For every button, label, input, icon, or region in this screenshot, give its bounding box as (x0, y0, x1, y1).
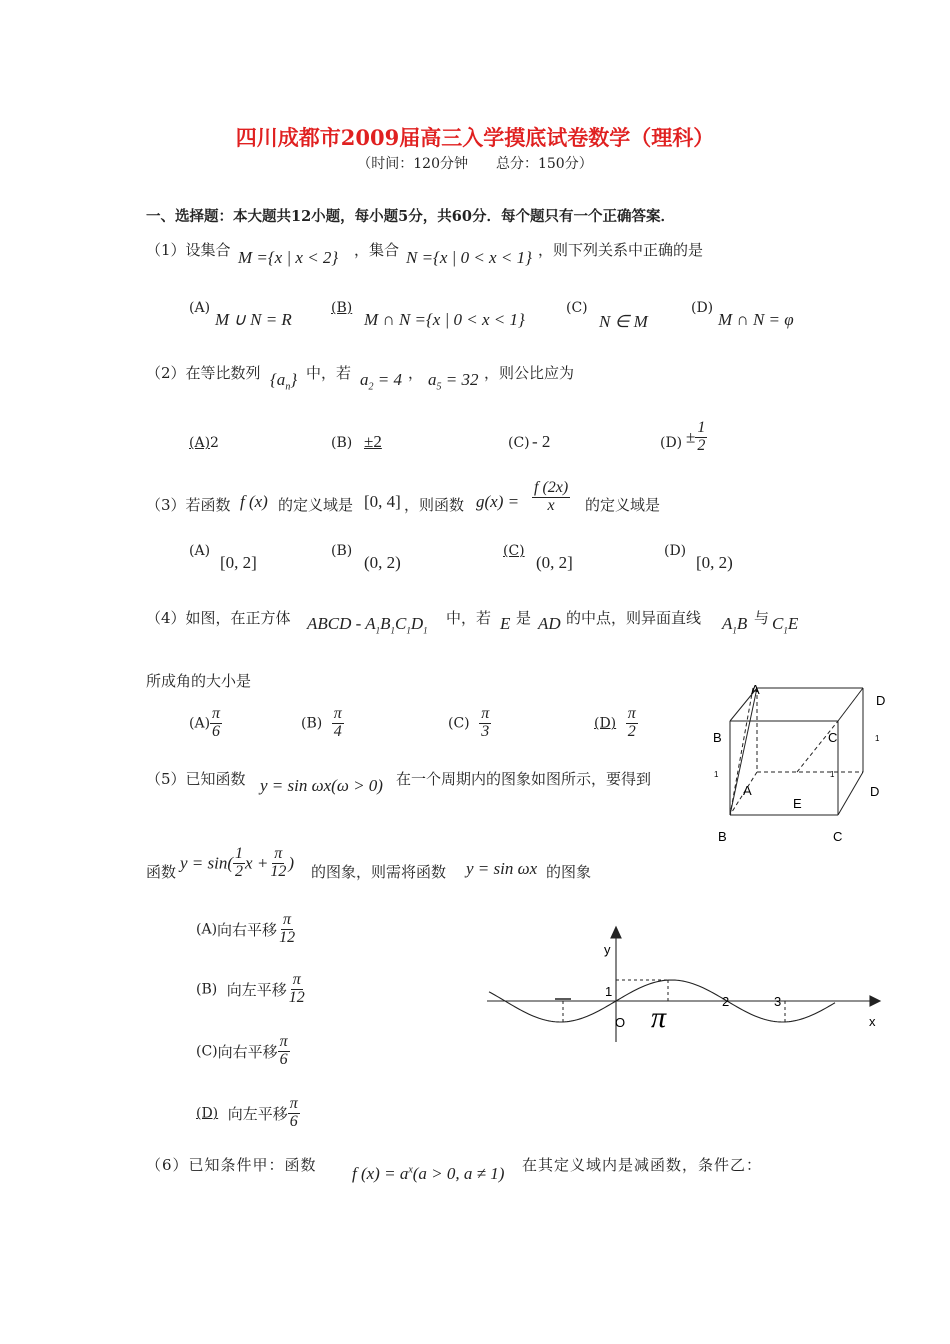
q3-mid1: 的定义域是 (278, 496, 354, 514)
q4-line2: 所成角的大小是 (146, 672, 252, 690)
label-tick-2: 2 (722, 994, 730, 1009)
q2-comma: ， (408, 364, 424, 382)
q4-a1b: $A_1B$ (722, 614, 748, 636)
label-tick-3: 3 (774, 994, 782, 1009)
q2-sequence: $\{a_n\}$ (270, 370, 298, 393)
q5-option-c: (C)向右平移 $\frac{\pi}{6}$ (196, 1033, 288, 1068)
q5-tail: 在一个周期内的图象如图所示，要得到 (396, 770, 652, 788)
q2-option-b: ±2 (364, 432, 382, 451)
label-y: y (604, 942, 611, 957)
q1-option-a: M ∪ N = R (215, 310, 292, 329)
q4-mid3: 的中点，则异面直线 (566, 609, 702, 627)
section-heading: 一、选择题：本大题共12小题，每小题5分，共60分．每个题只有一个正确答案． (146, 208, 675, 225)
q1-mid: ，集合 (354, 241, 400, 259)
q2-option-a: (A)2 (189, 435, 219, 451)
q2-option-d-label: (D) (660, 435, 683, 451)
label-a1: A (751, 682, 760, 697)
q1-option-c: N ∈ M (599, 312, 648, 331)
q4-c1e: $C_1E$ (772, 614, 799, 636)
q4-option-c: (C) $\frac{\pi}{3}$ (448, 705, 490, 740)
q4-cube: ABCD - $A_1B_1C_1D_1$ (307, 614, 428, 636)
label-c1: C (828, 730, 838, 745)
q2-tail: ，则公比应为 (484, 364, 575, 382)
label-one: 1 (605, 984, 613, 999)
q2-lead: （2）在等比数列 (146, 364, 261, 382)
label-b1-sub: 1 (714, 770, 719, 779)
q2-option-c-label: (C) (508, 435, 530, 451)
q3-option-a: [0, 2] (220, 553, 257, 572)
q2-option-d: ± $\frac{1}{2}$ (686, 419, 706, 454)
q1-option-b-label: (B) (331, 300, 353, 316)
label-d1-sub: 1 (875, 734, 880, 743)
label-c1-sub: 1 (830, 770, 835, 779)
q1-lead: （1）设集合 (146, 241, 231, 259)
q6-tail: 在其定义域内是减函数，条件乙： (522, 1156, 763, 1174)
q4-mid2: 是 (516, 609, 532, 627)
q2-option-b-label: (B) (331, 435, 353, 451)
q1-tail: ，则下列关系中正确的是 (538, 241, 704, 259)
x-axis-arrow (870, 996, 880, 1006)
q5-option-a: (A)向右平移 $\frac{\pi}{12}$ (196, 911, 296, 946)
label-origin: O (615, 1015, 626, 1030)
q4-lead: （4）如图，在正方体 (146, 609, 291, 627)
q1-set-n: N ={x | 0 < x < 1} (406, 248, 532, 267)
q5-lead: （5）已知函数 (146, 770, 246, 788)
page-title: 四川成都市2009届高三入学摸底试卷数学（理科） (235, 125, 715, 150)
q6-function: f $(x) = a^x(a > 0$, a ≠ 1) (352, 1164, 505, 1183)
q3-domain: [0, 4] (364, 492, 401, 511)
q3-gx: g(x) = (476, 492, 520, 511)
label-c: C (833, 829, 843, 844)
q2-option-c: - 2 (532, 432, 551, 451)
q3-option-a-label: (A) (189, 543, 211, 559)
q5-line2-tail: 的图象 (546, 863, 592, 881)
q2-a2: $a_2 = 4$ (360, 370, 402, 393)
q5-target-function: y = sin( $\frac{1}{2}$ x + $\frac{\pi}{12}$ ) (180, 845, 294, 880)
q1-option-d-label: (D) (691, 300, 714, 316)
q5-option-d: (D) 向左平移 $\frac{\pi}{6}$ (196, 1095, 298, 1130)
label-b: B (718, 829, 727, 844)
q1-option-d: M ∩ N = φ (718, 310, 794, 329)
q4-mid4: 与 (754, 609, 770, 627)
q3-tail: 的定义域是 (585, 496, 661, 514)
q2-a5: $a_5 = 32$ (428, 370, 479, 393)
label-a: A (743, 783, 752, 798)
q3-fraction: $\frac{f (2x)}{x}$ (534, 479, 569, 514)
q2-mid: 中，若 (306, 364, 352, 382)
q4-ad: AD (538, 614, 561, 633)
label-x: x (869, 1014, 876, 1029)
q3-option-c: (0, 2] (536, 553, 573, 572)
q5-base-function: y = sin ωx (466, 859, 538, 878)
q1-set-m: M ={x | x < 2} (238, 248, 339, 267)
q3-option-b: (0, 2) (364, 553, 401, 572)
q4-option-a: (A) $\frac{\pi}{6}$ (189, 705, 221, 740)
q4-mid1: 中，若 (446, 609, 492, 627)
label-d1: D (876, 693, 886, 708)
q1-option-b: M ∩ N ={x | 0 < x < 1} (364, 310, 525, 329)
q3-option-b-label: (B) (331, 543, 353, 559)
q3-lead: （3）若函数 (146, 496, 231, 514)
q5-function: y = sin ωx(ω > 0) (260, 776, 383, 795)
q1-option-a-label: (A) (189, 300, 211, 316)
q6-lead: （6）已知条件甲：函数 (146, 1156, 317, 1174)
q5-option-b: (B) 向左平移 $\frac{\pi}{12}$ (196, 971, 305, 1006)
q4-option-b: (B) $\frac{\pi}{4}$ (301, 705, 342, 740)
q5-line2-lead: 函数 (146, 863, 177, 881)
q3-option-c-label: (C) (503, 543, 525, 559)
label-d: D (870, 784, 880, 799)
label-pi: π (651, 1001, 667, 1034)
q4-point-e: E (500, 614, 511, 633)
q4-option-d: (D) $\frac{\pi}{2}$ (594, 705, 636, 740)
q3-option-d-label: (D) (664, 543, 687, 559)
q3-option-d: [0, 2) (696, 553, 733, 572)
label-e: E (793, 796, 802, 811)
q3-mid2: ，则函数 (404, 496, 465, 514)
q3-fx: f (x) (240, 492, 268, 511)
q1-option-c-label: (C) (566, 300, 588, 316)
q5-line2-mid: 的图象，则需将函数 (311, 863, 447, 881)
y-axis-arrow (611, 927, 621, 938)
label-b1: B (713, 730, 722, 745)
exam-info: （时间：120分钟 总分：150分） (357, 156, 593, 172)
